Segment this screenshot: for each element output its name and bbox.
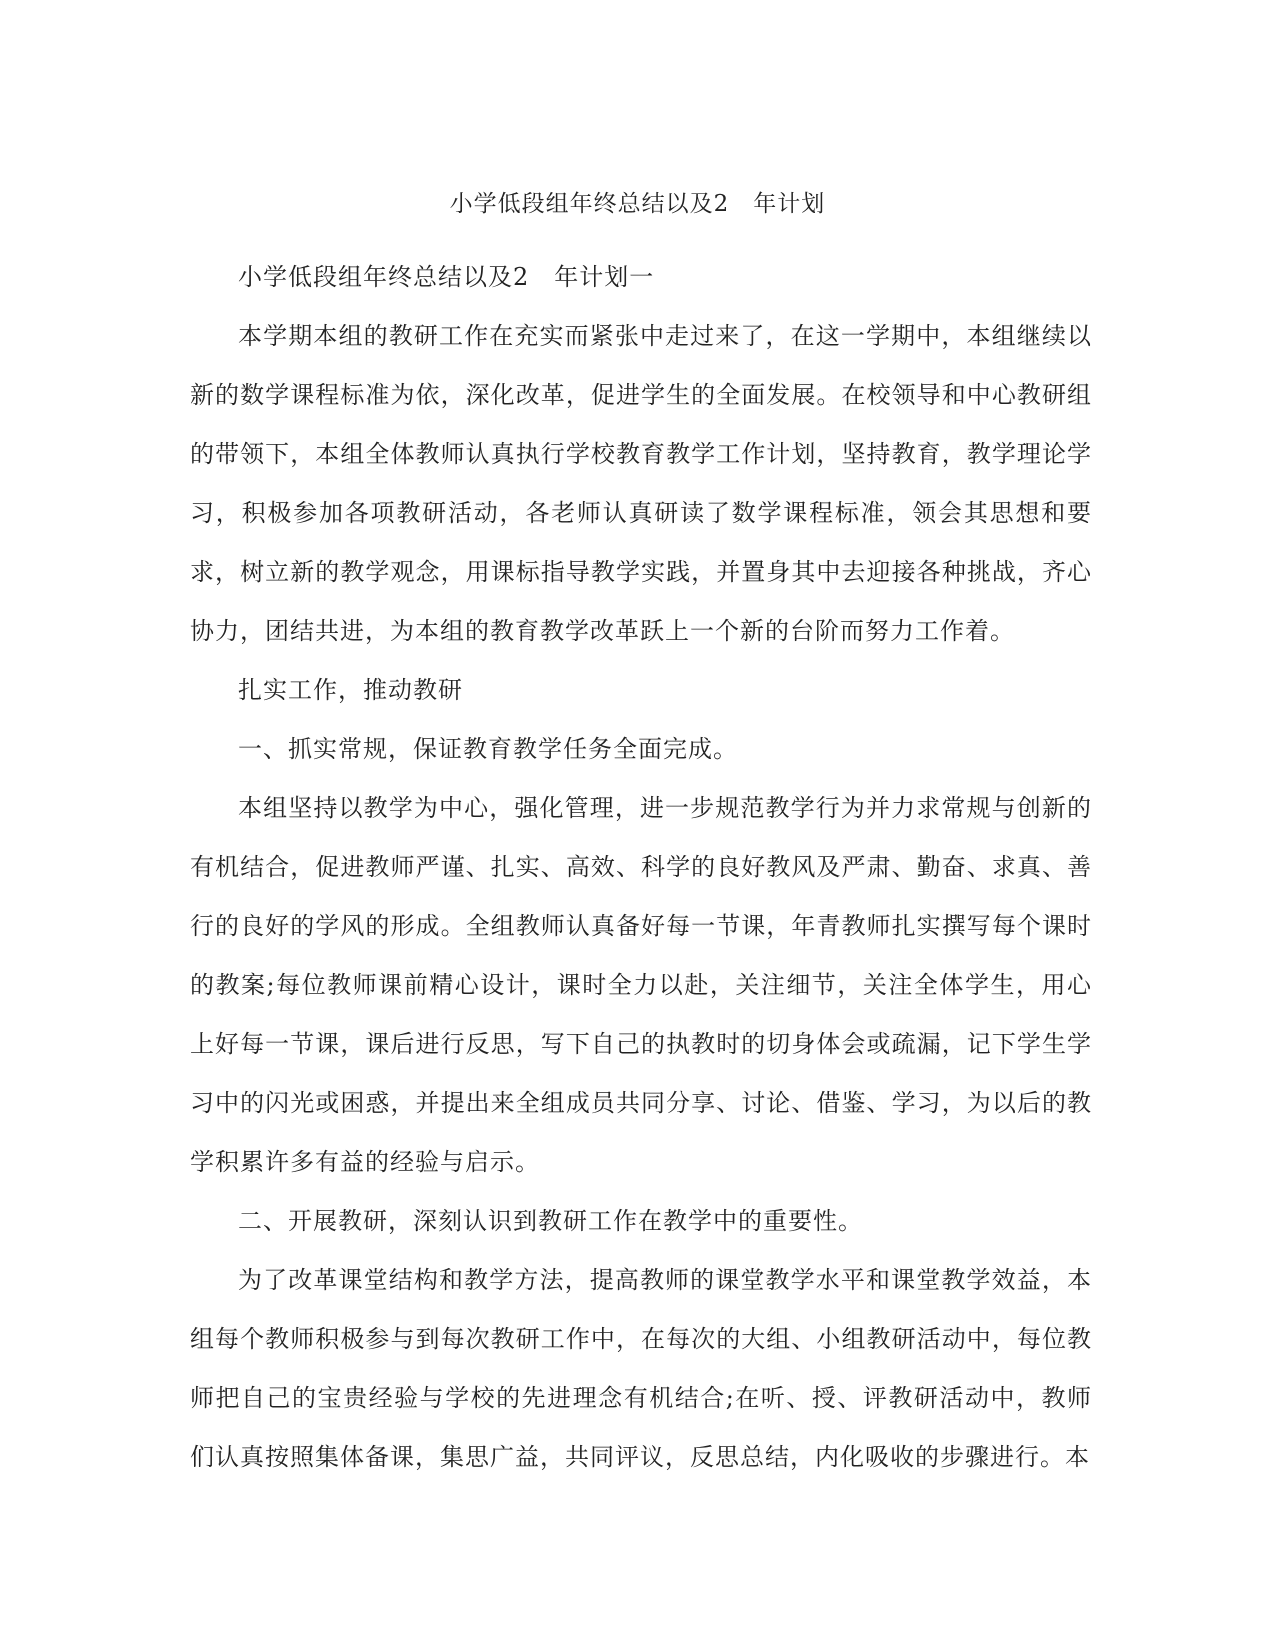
document-body (190, 248, 1092, 1487)
paragraph-research: 为了改革课堂结构和教学方法，提高教师的课堂教学水平和课堂教学效益，本组每个教师积极参与到每次教研工作中，在每次的大组、小组教研活动中，每位教师把自己的宝贵经验与学校的先进理念有机结合;在听、授、评教研活动中，教师们认真按照集体备课，集思广益，共同评议，反思总结，内化吸收的步骤进行。本 (190, 1266, 1092, 1471)
paragraph-intro: 本学期本组的教研工作在充实而紧张中走过来了，在这一学期中，本组继续以新的数学课程标准为依，深化改革，促进学生的全面发展。在校领导和中心教研组的带领下，本组全体教师认真执行学校教育教学工作计划，坚持教育，教学理论学习，积极参加各项教研活动，各老师认真研读了数学课程标准，领会其思想和要求，树立新的教学观念，用课标指导教学实践，并置身其中去迎接各种挑战，齐心协力，团结共进，为本组的教育教学改革跃上一个新的台阶而努力工作着。 (190, 322, 1092, 645)
document-title: 小学低段组年终总结以及2 年计划 (449, 191, 826, 217)
section-heading: 扎实工作，推动教研 (238, 676, 463, 704)
subheading-two: 二、开展教研，深刻认识到教研工作在教学中的重要性。 (238, 1207, 863, 1235)
subheading-one: 一、抓实常规，保证教育教学任务全面完成。 (238, 735, 738, 763)
paragraph-subtitle: 小学低段组年终总结以及2 年计划一 (238, 263, 655, 291)
paragraph-routine: 本组坚持以教学为中心，强化管理，进一步规范教学行为并力求常规与创新的有机结合，促进教师严谨、扎实、高效、科学的良好教风及严肃、勤奋、求真、善行的良好的学风的形成。全组教师认真备好每一节课，年青教师扎实撰写每个课时的教案;每位教师课前精心设计，课时全力以赴，关注细节，关注全体学生，用心上好每一节课，课后进行反思，写下自己的执教时的切身体会或疏漏，记下学生学习中的闪光或困惑，并提出来全组成员共同分享、讨论、借鉴、学习，为以后的教学积累许多有益的经验与启示。 (190, 794, 1092, 1176)
